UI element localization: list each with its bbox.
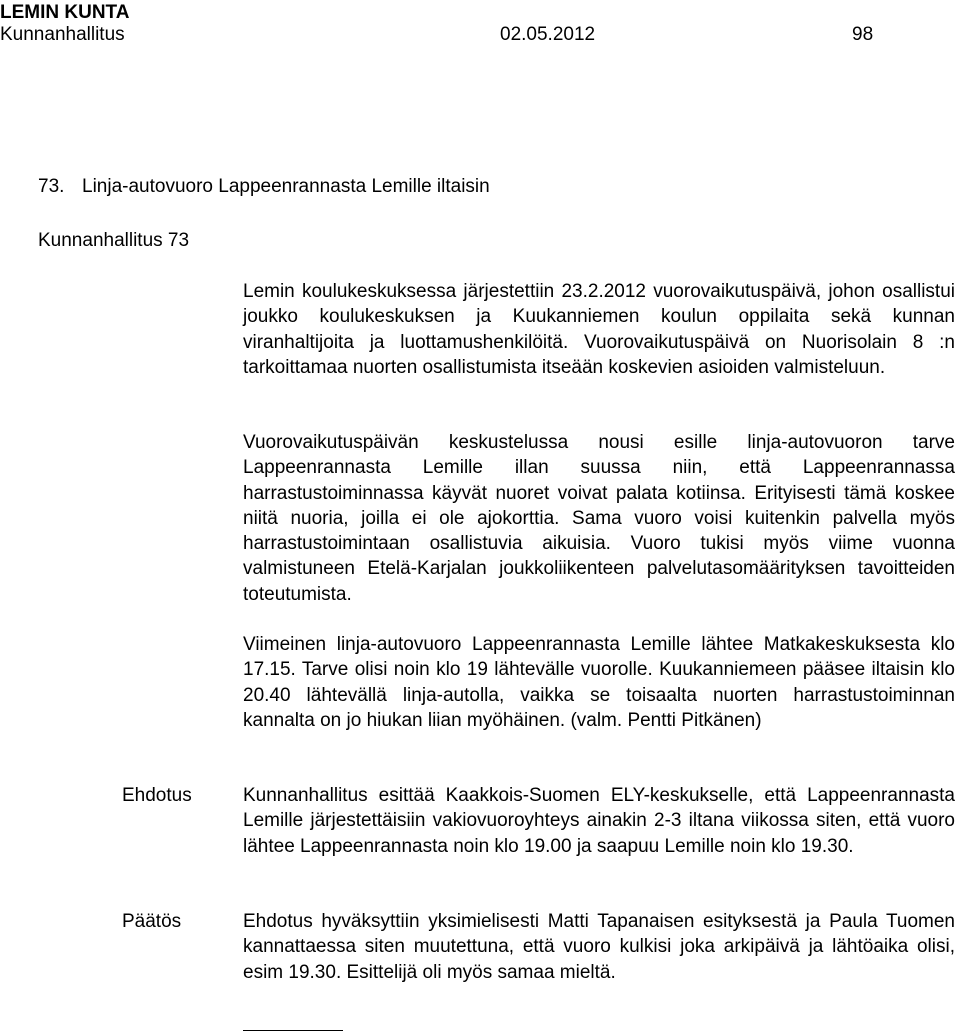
paragraph-3 bbox=[243, 632, 955, 733]
board-reference: Kunnanhallitus 73 bbox=[38, 230, 190, 251]
decision-text: Ehdotus hyväksyttiin yksimielisesti Matti Tapanaisen esityksestä ja Paula Tuomen kannattaessa siten muutettuna, että vuoro kulkisi joka arkipäivä ja lähtöaika olisi, esim 19.30. Esittelijä oli myös samaa mieltä. bbox=[243, 911, 955, 983]
page-number: 98 bbox=[852, 24, 874, 45]
paragraph-2 bbox=[243, 430, 955, 607]
header-date: 02.05.2012 bbox=[500, 24, 596, 45]
header-body: Kunnanhallitus bbox=[0, 24, 125, 45]
agenda-number: 73. bbox=[38, 176, 65, 197]
page-header bbox=[0, 2, 900, 48]
paragraph-text: Vuorovaikutuspäivän keskustelussa nousi esille linja-autovuoron tarve Lappeenrannasta Lemille illan suussa niin, että Lappeenrannassa harrastustoiminnassa käyvät nuoret voivat palata kotiinsa. Erityisesti tämä koskee niitä nuoria, joilla ei ole ajokorttia. Sama vuoro voisi kuitenkin palvella myös harrastustoimintaan osallistuvia aikuisia. Vuoro tukisi myös viime vuonna valmistuneen Etelä-Karjalan joukkoliikenteen palvelutasomäärityksen tavoitteiden toteutumista. bbox=[243, 432, 955, 605]
proposal-text: Kunnanhallitus esittää Kaakkois-Suomen ELY-keskukselle, että Lappeenrannasta Lemille järjestettäisiin vakiovuoroyhteys ainakin 2-3 iltana viikossa siten, että vuoro lähtee Lappeenrannasta noin klo 19.00 ja saapuu Lemille noin klo 19.30. bbox=[243, 785, 955, 857]
decision-section bbox=[243, 909, 955, 985]
municipality-name: LEMIN KUNTA bbox=[0, 2, 130, 23]
agenda-heading bbox=[38, 176, 490, 198]
proposal-label: Ehdotus bbox=[122, 785, 192, 806]
paragraph-text: Viimeinen linja-autovuoro Lappeenrannasta Lemille lähtee Matkakeskuksesta klo 17.15. Tarve olisi noin klo 19 lähtevälle vuorolle. Kuukanniemeen pääsee iltaisin klo 20.40 lähtevällä linja-autolla, vaikka se toisaalta nuorten harrastustoiminnan kannalta on jo hiukan liian myöhäinen. (valm. Pentti Pitkänen) bbox=[243, 634, 955, 731]
decision-label: Päätös bbox=[122, 911, 182, 932]
signature-line bbox=[243, 1030, 343, 1031]
header-meta bbox=[0, 24, 900, 48]
paragraph-1 bbox=[243, 279, 955, 380]
agenda-title: Linja-autovuoro Lappeenrannasta Lemille iltaisin bbox=[82, 176, 490, 197]
paragraph-text: Lemin koulukeskuksessa järjestettiin 23.2.2012 vuorovaikutuspäivä, johon osallistui joukko koulukeskuksen ja Kuukanniemen koulun oppilaita sekä kunnan viranhaltijoita ja luottamushenkilöitä. Vuorovaikutuspäivä on Nuorisolain 8 :n tarkoittamaa nuorten osallistumista itseään koskevien asioiden valmisteluun. bbox=[243, 281, 955, 378]
proposal-section bbox=[243, 783, 955, 859]
